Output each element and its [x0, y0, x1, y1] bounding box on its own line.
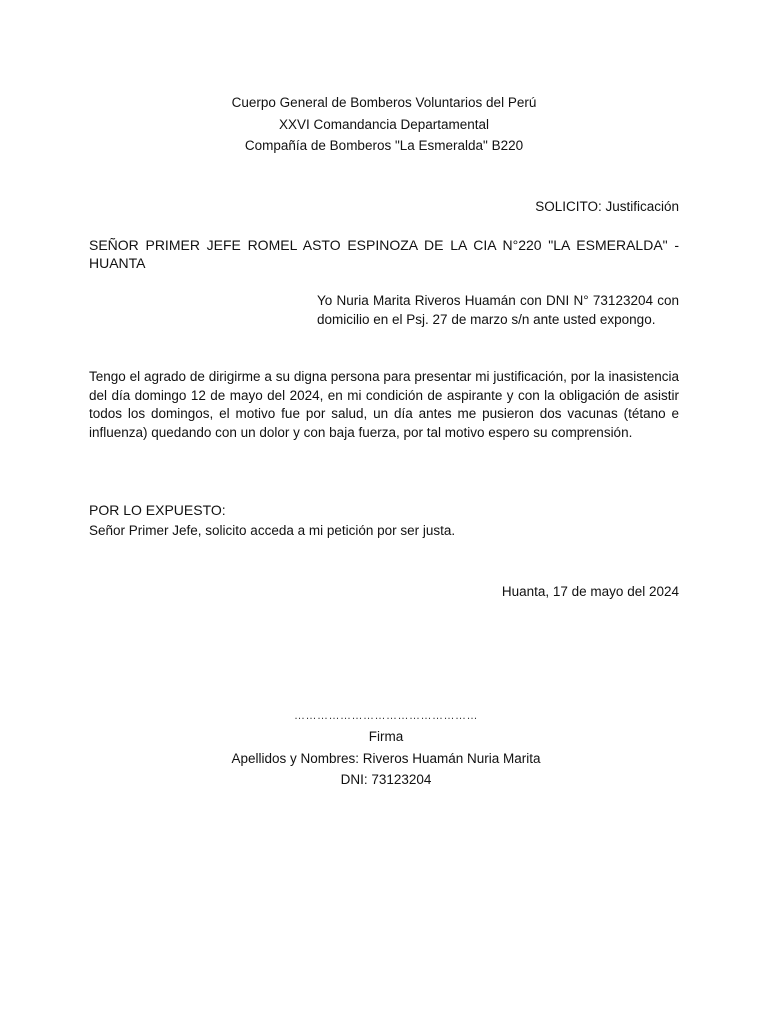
letterhead-line-company: Compañía de Bomberos "La Esmeralda" B220 [244, 138, 524, 153]
signer-names: Apellidos y Nombres: Riveros Huamán Nuria Marita [231, 750, 541, 766]
letterhead-line-command: XXVI Comandancia Departamental [278, 116, 490, 132]
place-and-date: Huanta, 17 de mayo del 2024 [501, 584, 679, 599]
addressee: SEÑOR PRIMER JEFE ROMEL ASTO ESPINOZA DE LA CIA N°220 "LA ESMERALDA" - HUANTA [89, 237, 679, 271]
introduction-paragraph: Yo Nuria Marita Riveros Huamán con DNI N° 73123204 con domicilio en el Psj. 27 de marzo s/n ante usted expongo. [317, 293, 679, 327]
signature-line: ………………………………………… [294, 710, 478, 722]
signer-dni: DNI: 73123204 [340, 772, 432, 787]
closing-heading: POR LO EXPUESTO: [89, 502, 226, 518]
body-paragraph: Tengo el agrado de dirigirme a su digna persona para presentar mi justificación, por la inasistencia del día domingo 12 de mayo del 2024, en mi condición de aspirante y con la obligación de asistir todos los domingos, el motivo fue por salud, un día antes me pusieron dos vacunas (tétano e influenza) quedando con un dolor y con baja fuerza, por tal motivo espero su comprensión. [89, 369, 679, 440]
request-subject: SOLICITO: Justificación [535, 199, 679, 214]
signature-block [0, 706, 768, 791]
closing-request: Señor Primer Jefe, solicito acceda a mi petición por ser justa. [89, 523, 456, 538]
signature-label: Firma [368, 729, 404, 744]
letterhead-line-organization: Cuerpo General de Bomberos Voluntarios del Perú [231, 95, 537, 110]
letterhead [0, 92, 768, 157]
